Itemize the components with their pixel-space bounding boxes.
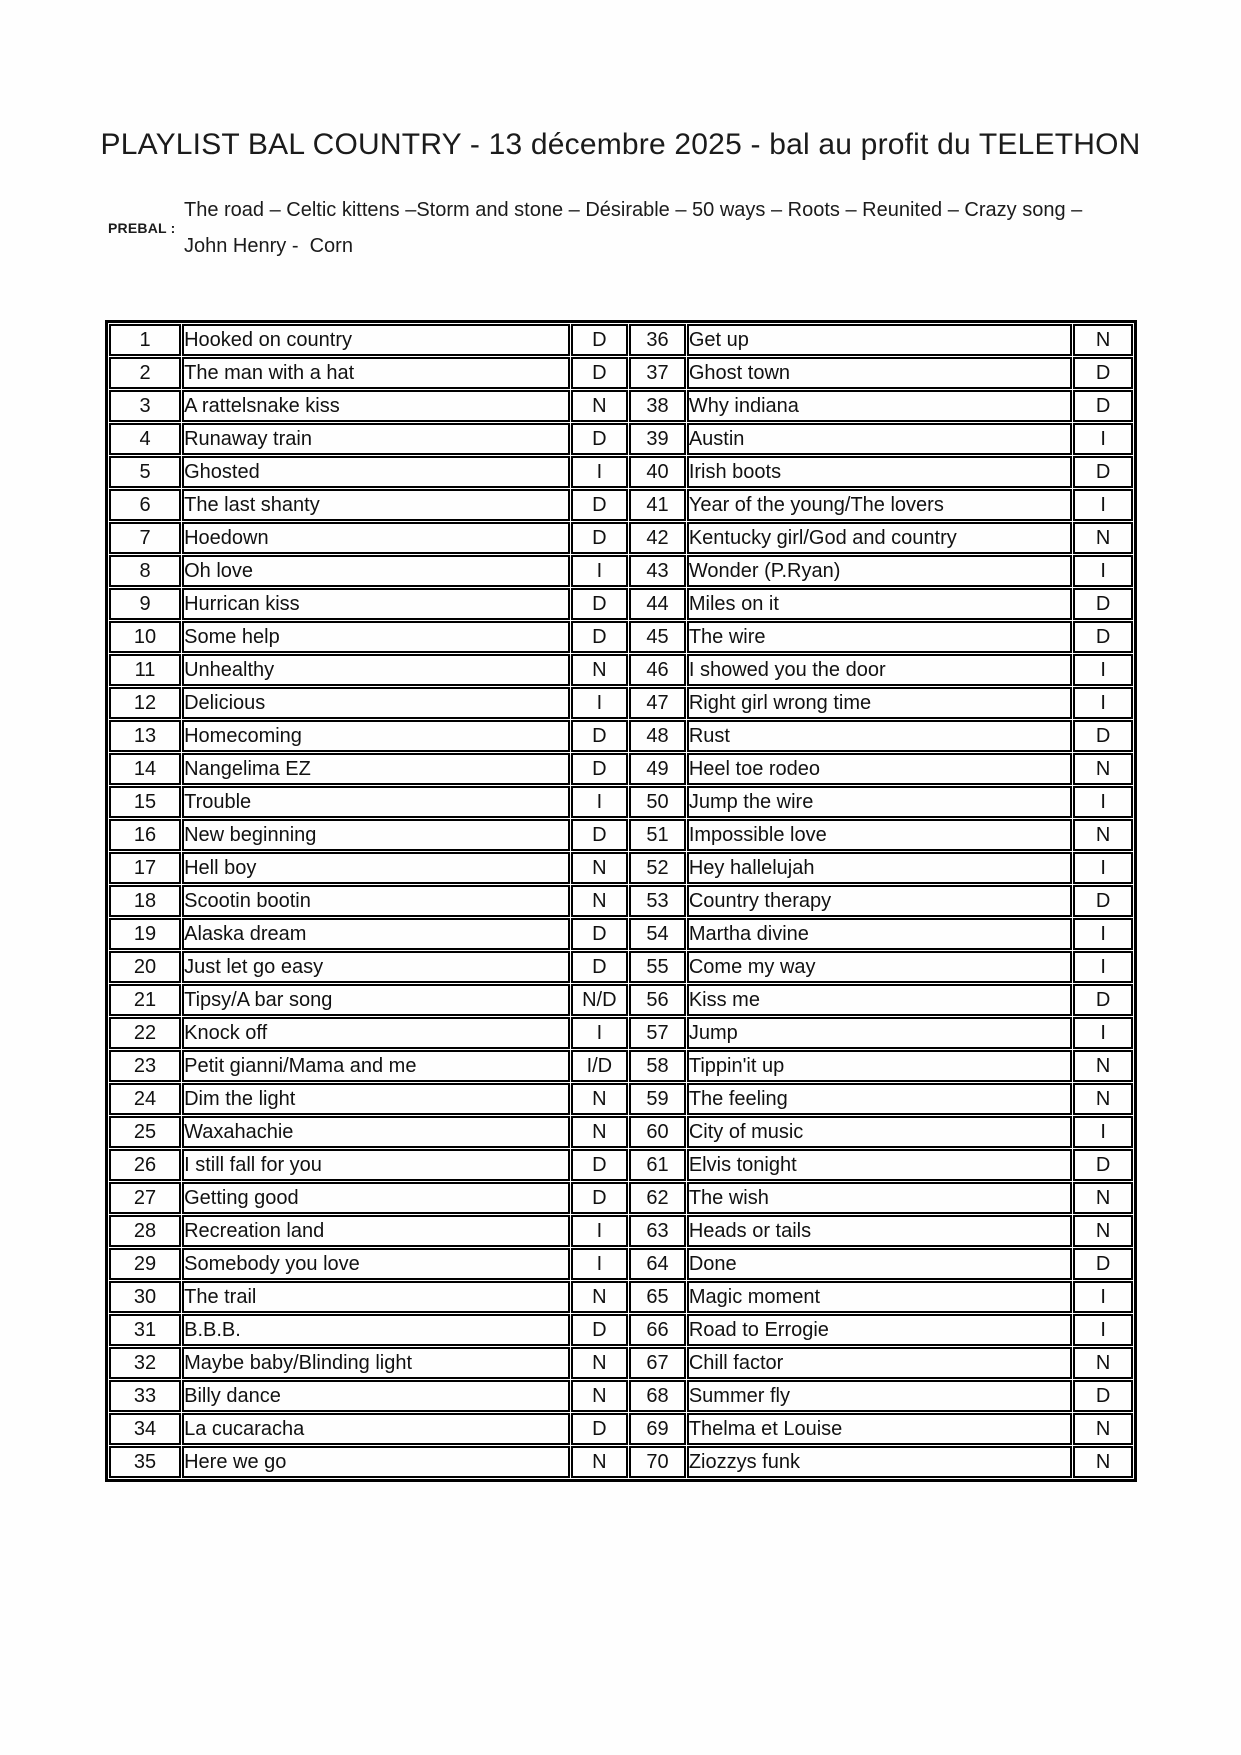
playlist-row <box>109 1149 1133 1181</box>
dance-type-code: I <box>1073 423 1133 455</box>
song-number: 28 <box>109 1215 181 1247</box>
playlist-row <box>109 423 1133 455</box>
song-title: Hooked on country <box>182 324 569 356</box>
song-number: 54 <box>629 918 686 950</box>
dance-type-code: N/D <box>571 984 629 1016</box>
playlist-row <box>109 720 1133 752</box>
playlist-row <box>109 819 1133 851</box>
dance-type-code: I <box>1073 1116 1133 1148</box>
song-number: 65 <box>629 1281 686 1313</box>
song-title: Ghost town <box>687 357 1072 389</box>
song-number: 44 <box>629 588 686 620</box>
playlist-row <box>109 786 1133 818</box>
song-number: 38 <box>629 390 686 422</box>
song-title: Homecoming <box>182 720 569 752</box>
song-number: 5 <box>109 456 181 488</box>
song-number: 13 <box>109 720 181 752</box>
song-title: Austin <box>687 423 1072 455</box>
song-title: The wire <box>687 621 1072 653</box>
song-number: 32 <box>109 1347 181 1379</box>
song-title: Hoedown <box>182 522 569 554</box>
song-number: 53 <box>629 885 686 917</box>
song-number: 26 <box>109 1149 181 1181</box>
song-title: I showed you the door <box>687 654 1072 686</box>
song-number: 27 <box>109 1182 181 1214</box>
song-title: Impossible love <box>687 819 1072 851</box>
dance-type-code: D <box>1073 456 1133 488</box>
song-title: Hurrican kiss <box>182 588 569 620</box>
song-title: City of music <box>687 1116 1072 1148</box>
dance-type-code: D <box>571 588 629 620</box>
song-number: 2 <box>109 357 181 389</box>
song-number: 21 <box>109 984 181 1016</box>
song-number: 22 <box>109 1017 181 1049</box>
dance-type-code: D <box>571 1413 629 1445</box>
song-title: Tippin'it up <box>687 1050 1072 1082</box>
dance-type-code: N <box>571 885 629 917</box>
song-title: Elvis tonight <box>687 1149 1072 1181</box>
dance-type-code: I <box>1073 1281 1133 1313</box>
dance-type-code: I/D <box>571 1050 629 1082</box>
playlist-row <box>109 654 1133 686</box>
dance-type-code: I <box>1073 951 1133 983</box>
song-title: Alaska dream <box>182 918 569 950</box>
song-title: The trail <box>182 1281 569 1313</box>
song-title: Year of the young/The lovers <box>687 489 1072 521</box>
dance-type-code: D <box>1073 621 1133 653</box>
dance-type-code: I <box>571 456 629 488</box>
playlist-row <box>109 1116 1133 1148</box>
song-title: Irish boots <box>687 456 1072 488</box>
dance-type-code: I <box>571 687 629 719</box>
dance-type-code: N <box>1073 324 1133 356</box>
song-number: 49 <box>629 753 686 785</box>
song-title: The feeling <box>687 1083 1072 1115</box>
song-number: 52 <box>629 852 686 884</box>
song-title: Dim the light <box>182 1083 569 1115</box>
song-title: Petit gianni/Mama and me <box>182 1050 569 1082</box>
song-number: 68 <box>629 1380 686 1412</box>
playlist-row <box>109 489 1133 521</box>
song-number: 25 <box>109 1116 181 1148</box>
song-number: 63 <box>629 1215 686 1247</box>
song-number: 17 <box>109 852 181 884</box>
song-title: Summer fly <box>687 1380 1072 1412</box>
dance-type-code: D <box>1073 588 1133 620</box>
song-title: La cucaracha <box>182 1413 569 1445</box>
dance-type-code: D <box>1073 1380 1133 1412</box>
song-number: 6 <box>109 489 181 521</box>
dance-type-code: N <box>1073 1413 1133 1445</box>
song-title: Runaway train <box>182 423 569 455</box>
playlist-row <box>109 1182 1133 1214</box>
dance-type-code: N <box>1073 1215 1133 1247</box>
song-title: A rattelsnake kiss <box>182 390 569 422</box>
song-title: Wonder (P.Ryan) <box>687 555 1072 587</box>
song-title: Jump <box>687 1017 1072 1049</box>
song-title: Waxahachie <box>182 1116 569 1148</box>
song-number: 57 <box>629 1017 686 1049</box>
song-number: 15 <box>109 786 181 818</box>
dance-type-code: D <box>1073 1248 1133 1280</box>
playlist-row <box>109 1083 1133 1115</box>
prebal-label: PREBAL : <box>108 220 176 236</box>
song-number: 3 <box>109 390 181 422</box>
song-number: 42 <box>629 522 686 554</box>
song-title: Chill factor <box>687 1347 1072 1379</box>
song-title: Magic moment <box>687 1281 1072 1313</box>
song-title: Delicious <box>182 687 569 719</box>
playlist-row <box>109 1347 1133 1379</box>
playlist-row <box>109 1248 1133 1280</box>
song-title: Heel toe rodeo <box>687 753 1072 785</box>
song-title: Thelma et Louise <box>687 1413 1072 1445</box>
dance-type-code: D <box>571 489 629 521</box>
dance-type-code: I <box>571 555 629 587</box>
song-title: I still fall for you <box>182 1149 569 1181</box>
song-title: Martha divine <box>687 918 1072 950</box>
dance-type-code: D <box>571 918 629 950</box>
song-title: Here we go <box>182 1446 569 1478</box>
song-title: Ziozzys funk <box>687 1446 1072 1478</box>
dance-type-code: I <box>571 1017 629 1049</box>
playlist-row <box>109 390 1133 422</box>
dance-type-code: D <box>1073 720 1133 752</box>
dance-type-code: D <box>571 522 629 554</box>
song-title: Country therapy <box>687 885 1072 917</box>
playlist-table-body <box>109 324 1133 1478</box>
dance-type-code: I <box>1073 489 1133 521</box>
song-title: Get up <box>687 324 1072 356</box>
playlist-row <box>109 687 1133 719</box>
playlist-row <box>109 753 1133 785</box>
dance-type-code: D <box>571 1182 629 1214</box>
page-title: PLAYLIST BAL COUNTRY - 13 décembre 2025 - bal au profit du TELETHON <box>100 128 1141 161</box>
song-number: 62 <box>629 1182 686 1214</box>
song-number: 8 <box>109 555 181 587</box>
song-title: Knock off <box>182 1017 569 1049</box>
song-title: Done <box>687 1248 1072 1280</box>
playlist-row <box>109 1050 1133 1082</box>
playlist-row <box>109 1017 1133 1049</box>
playlist-row <box>109 918 1133 950</box>
song-number: 60 <box>629 1116 686 1148</box>
playlist-row <box>109 852 1133 884</box>
dance-type-code: D <box>571 324 629 356</box>
dance-type-code: N <box>1073 753 1133 785</box>
dance-type-code: N <box>1073 522 1133 554</box>
song-number: 36 <box>629 324 686 356</box>
dance-type-code: N <box>571 1083 629 1115</box>
song-number: 39 <box>629 423 686 455</box>
playlist-row <box>109 1215 1133 1247</box>
song-title: The man with a hat <box>182 357 569 389</box>
song-number: 18 <box>109 885 181 917</box>
song-title: Rust <box>687 720 1072 752</box>
song-number: 35 <box>109 1446 181 1478</box>
song-number: 67 <box>629 1347 686 1379</box>
playlist-row <box>109 1314 1133 1346</box>
dance-type-code: I <box>1073 1017 1133 1049</box>
song-number: 19 <box>109 918 181 950</box>
song-title: Nangelima EZ <box>182 753 569 785</box>
song-number: 40 <box>629 456 686 488</box>
song-number: 10 <box>109 621 181 653</box>
song-title: Miles on it <box>687 588 1072 620</box>
playlist-row <box>109 984 1133 1016</box>
dance-type-code: N <box>1073 1182 1133 1214</box>
dance-type-code: N <box>571 1347 629 1379</box>
song-number: 1 <box>109 324 181 356</box>
song-number: 45 <box>629 621 686 653</box>
song-number: 4 <box>109 423 181 455</box>
playlist-row <box>109 1446 1133 1478</box>
playlist-row <box>109 1413 1133 1445</box>
song-number: 64 <box>629 1248 686 1280</box>
song-title: Kentucky girl/God and country <box>687 522 1072 554</box>
song-title: Road to Errogie <box>687 1314 1072 1346</box>
song-title: Why indiana <box>687 390 1072 422</box>
song-title: Billy dance <box>182 1380 569 1412</box>
song-title: Kiss me <box>687 984 1072 1016</box>
dance-type-code: D <box>1073 357 1133 389</box>
dance-type-code: N <box>1073 1347 1133 1379</box>
song-title: Hell boy <box>182 852 569 884</box>
playlist-row <box>109 324 1133 356</box>
dance-type-code: N <box>571 1380 629 1412</box>
prebal-section <box>108 192 1108 264</box>
dance-type-code: D <box>571 951 629 983</box>
dance-type-code: D <box>1073 984 1133 1016</box>
dance-type-code: N <box>571 852 629 884</box>
song-number: 70 <box>629 1446 686 1478</box>
song-number: 9 <box>109 588 181 620</box>
song-number: 23 <box>109 1050 181 1082</box>
dance-type-code: D <box>571 819 629 851</box>
song-number: 50 <box>629 786 686 818</box>
song-number: 12 <box>109 687 181 719</box>
song-number: 16 <box>109 819 181 851</box>
dance-type-code: N <box>571 1281 629 1313</box>
dance-type-code: N <box>1073 1083 1133 1115</box>
song-title: Heads or tails <box>687 1215 1072 1247</box>
dance-type-code: I <box>571 786 629 818</box>
song-number: 37 <box>629 357 686 389</box>
song-title: Some help <box>182 621 569 653</box>
dance-type-code: I <box>571 1215 629 1247</box>
song-title: Unhealthy <box>182 654 569 686</box>
dance-type-code: D <box>1073 390 1133 422</box>
dance-type-code: N <box>1073 1446 1133 1478</box>
song-number: 56 <box>629 984 686 1016</box>
song-number: 24 <box>109 1083 181 1115</box>
song-number: 59 <box>629 1083 686 1115</box>
dance-type-code: D <box>1073 885 1133 917</box>
song-number: 30 <box>109 1281 181 1313</box>
dance-type-code: N <box>571 1446 629 1478</box>
song-title: Somebody you love <box>182 1248 569 1280</box>
song-number: 69 <box>629 1413 686 1445</box>
song-title: Hey hallelujah <box>687 852 1072 884</box>
dance-type-code: D <box>1073 1149 1133 1181</box>
song-number: 48 <box>629 720 686 752</box>
playlist-row <box>109 357 1133 389</box>
prebal-song-list: The road – Celtic kittens –Storm and stone – Désirable – 50 ways – Roots – Reunited – Crazy song – John Henry - Corn <box>184 199 1088 257</box>
song-number: 43 <box>629 555 686 587</box>
song-number: 46 <box>629 654 686 686</box>
dance-type-code: N <box>571 1116 629 1148</box>
playlist-row <box>109 885 1133 917</box>
dance-type-code: N <box>571 390 629 422</box>
dance-type-code: I <box>1073 687 1133 719</box>
song-title: Ghosted <box>182 456 569 488</box>
song-number: 7 <box>109 522 181 554</box>
song-number: 14 <box>109 753 181 785</box>
dance-type-code: D <box>571 1314 629 1346</box>
playlist-row <box>109 522 1133 554</box>
song-title: New beginning <box>182 819 569 851</box>
song-title: Recreation land <box>182 1215 569 1247</box>
dance-type-code: I <box>1073 786 1133 818</box>
song-title: B.B.B. <box>182 1314 569 1346</box>
song-title: Right girl wrong time <box>687 687 1072 719</box>
song-number: 29 <box>109 1248 181 1280</box>
song-title: Maybe baby/Blinding light <box>182 1347 569 1379</box>
song-number: 33 <box>109 1380 181 1412</box>
song-title: Just let go easy <box>182 951 569 983</box>
dance-type-code: I <box>1073 852 1133 884</box>
dance-type-code: I <box>1073 1314 1133 1346</box>
song-title: Getting good <box>182 1182 569 1214</box>
song-number: 55 <box>629 951 686 983</box>
dance-type-code: I <box>1073 555 1133 587</box>
song-number: 20 <box>109 951 181 983</box>
playlist-row <box>109 1380 1133 1412</box>
song-number: 66 <box>629 1314 686 1346</box>
dance-type-code: N <box>1073 819 1133 851</box>
dance-type-code: D <box>571 621 629 653</box>
dance-type-code: N <box>571 654 629 686</box>
playlist-row <box>109 555 1133 587</box>
song-number: 47 <box>629 687 686 719</box>
dance-type-code: I <box>1073 918 1133 950</box>
playlist-table <box>105 320 1137 1482</box>
song-number: 31 <box>109 1314 181 1346</box>
song-number: 11 <box>109 654 181 686</box>
song-number: 34 <box>109 1413 181 1445</box>
playlist-row <box>109 621 1133 653</box>
dance-type-code: I <box>571 1248 629 1280</box>
song-number: 51 <box>629 819 686 851</box>
song-title: Scootin bootin <box>182 885 569 917</box>
song-title: Oh love <box>182 555 569 587</box>
song-title: Jump the wire <box>687 786 1072 818</box>
song-number: 58 <box>629 1050 686 1082</box>
playlist-row <box>109 1281 1133 1313</box>
dance-type-code: N <box>1073 1050 1133 1082</box>
dance-type-code: D <box>571 1149 629 1181</box>
dance-type-code: D <box>571 357 629 389</box>
song-number: 61 <box>629 1149 686 1181</box>
song-title: The last shanty <box>182 489 569 521</box>
dance-type-code: D <box>571 753 629 785</box>
playlist-row <box>109 588 1133 620</box>
dance-type-code: I <box>1073 654 1133 686</box>
song-title: Trouble <box>182 786 569 818</box>
song-title: The wish <box>687 1182 1072 1214</box>
dance-type-code: D <box>571 423 629 455</box>
dance-type-code: D <box>571 720 629 752</box>
song-title: Come my way <box>687 951 1072 983</box>
song-number: 41 <box>629 489 686 521</box>
playlist-row <box>109 951 1133 983</box>
playlist-row <box>109 456 1133 488</box>
song-title: Tipsy/A bar song <box>182 984 569 1016</box>
